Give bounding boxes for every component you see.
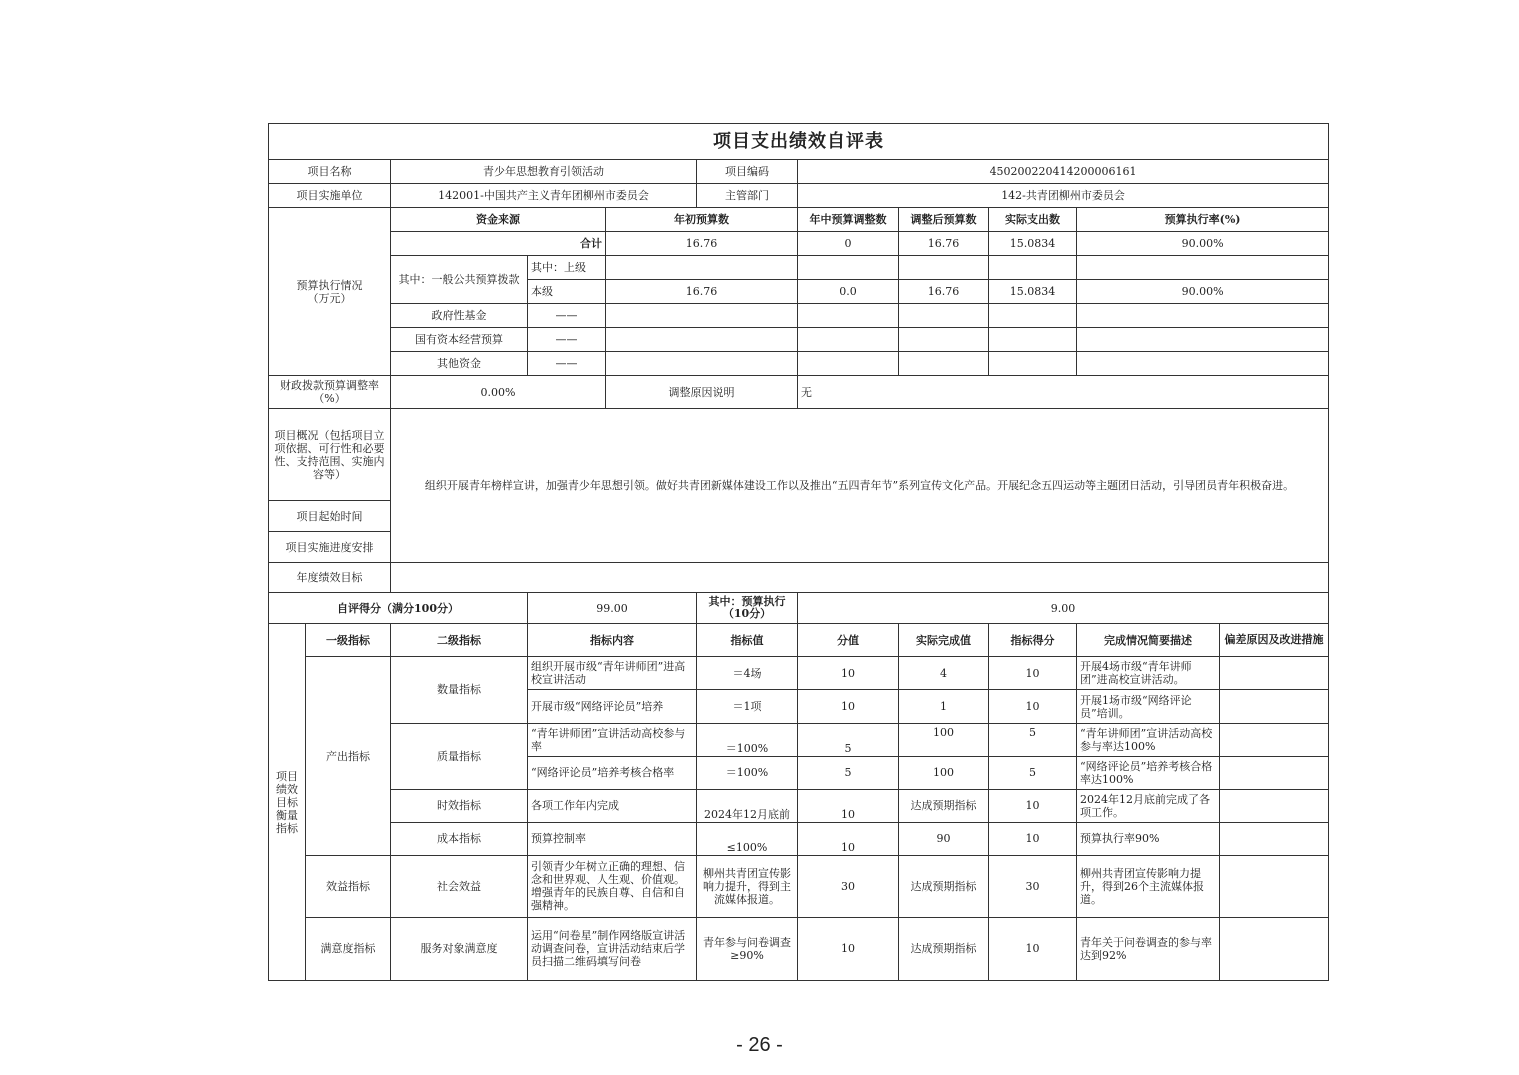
indicator-content: 运用“问卷星”制作网络版宣讲活动调查问卷，宣讲活动结束后学员扫描二维码填写问卷: [528, 917, 697, 980]
other-funds-actual: [989, 352, 1077, 376]
indicator-score: 30: [989, 855, 1077, 917]
gov-fund-midyear: [798, 304, 899, 328]
state-capital-midyear: [798, 328, 899, 352]
indicator-score: 10: [989, 917, 1077, 980]
total-midyear: 0: [798, 232, 899, 256]
header-target: 指标值: [697, 624, 798, 657]
indicator-weight: 10: [798, 822, 899, 855]
group-quantity: 数量指标: [391, 657, 528, 723]
budget-exec-score-value: 9.00: [798, 593, 1329, 624]
header-actual-spending: 实际支出数: [989, 208, 1077, 232]
gov-fund-initial: [606, 304, 798, 328]
header-weight: 分值: [798, 624, 899, 657]
budget-exec-score-label: 其中：预算执行（10分）: [697, 593, 798, 624]
indicator-deviation: [1220, 822, 1329, 855]
indicator-target: 2024年12月底前: [697, 789, 798, 822]
annual-goal-value: [391, 563, 1329, 593]
schedule-label: 项目实施进度安排: [269, 532, 391, 563]
indicator-target: 青年参与问卷调查≥90%: [697, 917, 798, 980]
indicator-weight: 30: [798, 855, 899, 917]
group-output: 产出指标: [306, 657, 391, 855]
page-number: - 26 -: [736, 1034, 783, 1056]
upper-initial: [606, 256, 798, 280]
indicator-score: 10: [989, 822, 1077, 855]
header-level2: 二级指标: [391, 624, 528, 657]
indicator-actual: 1: [899, 690, 989, 723]
group-quality: 质量指标: [391, 723, 528, 789]
indicator-desc: 柳州共青团宣传影响力提升，得到26个主流媒体报道。: [1077, 855, 1220, 917]
indicator-target: ＝1项: [697, 690, 798, 723]
indicator-desc: 2024年12月底前完成了各项工作。: [1077, 789, 1220, 822]
header-deviation: 偏差原因及改进措施: [1220, 624, 1329, 657]
budget-section-label: 预算执行情况 （万元）: [269, 208, 391, 376]
project-code-label: 项目编码: [697, 160, 798, 184]
local-rate: 90.00%: [1077, 280, 1329, 304]
upper-actual: [989, 256, 1077, 280]
indicator-target: ＝100%: [697, 756, 798, 789]
total-actual: 15.0834: [989, 232, 1077, 256]
general-budget-label: 其中：一般公共预算拨款: [391, 256, 528, 304]
indicator-target: ＝100%: [697, 723, 798, 756]
indicator-score: 5: [989, 756, 1077, 789]
group-timeliness: 时效指标: [391, 789, 528, 822]
indicator-target: ≤100%: [697, 822, 798, 855]
header-level1: 一级指标: [306, 624, 391, 657]
project-code: 450200220414200006161: [798, 160, 1329, 184]
other-funds-dash: ——: [528, 352, 606, 376]
self-score-label: 自评得分（满分100分）: [269, 593, 528, 624]
local-adjusted: 16.76: [899, 280, 989, 304]
indicator-actual: 4: [899, 657, 989, 690]
adjust-reason: 无: [798, 376, 1329, 409]
indicator-deviation: [1220, 917, 1329, 980]
indicator-deviation: [1220, 657, 1329, 690]
indicator-content: 各项工作年内完成: [528, 789, 697, 822]
indicator-desc: 开展4场市级“青年讲师团”进高校宣讲活动。: [1077, 657, 1220, 690]
header-initial-budget: 年初预算数: [606, 208, 798, 232]
indicator-section-label: 项目绩效目标衡量指标: [269, 624, 306, 981]
project-name: 青少年思想教育引领活动: [391, 160, 697, 184]
gov-fund-dash: ——: [528, 304, 606, 328]
indicator-desc: 青年关于问卷调查的参与率达到92%: [1077, 917, 1220, 980]
group-service: 服务对象满意度: [391, 917, 528, 980]
form-title: 项目支出绩效自评表: [269, 124, 1329, 160]
indicator-desc: 预算执行率90%: [1077, 822, 1220, 855]
header-fund-source: 资金来源: [391, 208, 606, 232]
indicator-weight: 5: [798, 723, 899, 756]
performance-self-evaluation-table: [268, 123, 1329, 981]
indicator-content: 开展市级“网络评论员”培养: [528, 690, 697, 723]
other-funds-rate: [1077, 352, 1329, 376]
total-rate: 90.00%: [1077, 232, 1329, 256]
indicator-target: 柳州共青团宣传影响力提升，得到主流媒体报道。: [697, 855, 798, 917]
other-funds-adjusted: [899, 352, 989, 376]
header-content: 指标内容: [528, 624, 697, 657]
state-capital-initial: [606, 328, 798, 352]
dept-label: 主管部门: [697, 184, 798, 208]
overview-content: 组织开展青年榜样宣讲，加强青少年思想引领。做好共青团新媒体建设工作以及推出“五四青年节”系列宣传文化产品。开展纪念五四运动等主题团日活动，引导团员青年积极奋进。: [391, 409, 1329, 563]
state-capital-adjusted: [899, 328, 989, 352]
total-initial: 16.76: [606, 232, 798, 256]
indicator-actual: 达成预期指标: [899, 789, 989, 822]
indicator-content: “青年讲师团”宣讲活动高校参与率: [528, 723, 697, 756]
group-cost: 成本指标: [391, 822, 528, 855]
indicator-content: 组织开展市级“青年讲师团”进高校宣讲活动: [528, 657, 697, 690]
adjust-rate: 0.00%: [391, 376, 606, 409]
indicator-content: “网络评论员”培养考核合格率: [528, 756, 697, 789]
gov-fund-actual: [989, 304, 1077, 328]
indicator-weight: 5: [798, 756, 899, 789]
indicator-weight: 10: [798, 917, 899, 980]
indicator-actual: 达成预期指标: [899, 917, 989, 980]
state-capital-actual: [989, 328, 1077, 352]
indicator-desc: 开展1场市级“网络评论员”培训。: [1077, 690, 1220, 723]
indicator-deviation: [1220, 855, 1329, 917]
local-midyear: 0.0: [798, 280, 899, 304]
indicator-desc: “青年讲师团”宣讲活动高校参与率达100%: [1077, 723, 1220, 756]
indicator-content: 预算控制率: [528, 822, 697, 855]
total-adjusted: 16.76: [899, 232, 989, 256]
indicator-deviation: [1220, 723, 1329, 756]
start-time-label: 项目起始时间: [269, 501, 391, 532]
state-capital-dash: ——: [528, 328, 606, 352]
indicator-score: 10: [989, 657, 1077, 690]
local-initial: 16.76: [606, 280, 798, 304]
header-score: 指标得分: [989, 624, 1077, 657]
indicator-deviation: [1220, 789, 1329, 822]
local-actual: 15.0834: [989, 280, 1077, 304]
indicator-deviation: [1220, 690, 1329, 723]
state-capital-label: 国有资本经营预算: [391, 328, 528, 352]
adjust-reason-label: 调整原因说明: [606, 376, 798, 409]
gov-fund-adjusted: [899, 304, 989, 328]
header-desc: 完成情况简要描述: [1077, 624, 1220, 657]
overview-label: 项目概况（包括项目立项依据、可行性和必要性、支持范围、实施内容等）: [269, 409, 391, 501]
indicator-content: 引领青少年树立正确的理想、信念和世界观、人生观、价值观。增强青年的民族自尊、自信和自强精神。: [528, 855, 697, 917]
indicator-weight: 10: [798, 690, 899, 723]
indicator-weight: 10: [798, 657, 899, 690]
indicator-weight: 10: [798, 789, 899, 822]
header-midyear-adjustment: 年中预算调整数: [798, 208, 899, 232]
group-benefit: 效益指标: [306, 855, 391, 917]
project-name-label: 项目名称: [269, 160, 391, 184]
local-level-label: 本级: [528, 280, 606, 304]
total-label: 合计: [391, 232, 606, 256]
upper-rate: [1077, 256, 1329, 280]
gov-fund-label: 政府性基金: [391, 304, 528, 328]
other-funds-midyear: [798, 352, 899, 376]
indicator-score: 10: [989, 690, 1077, 723]
indicator-actual: 90: [899, 822, 989, 855]
indicator-desc: “网络评论员”培养考核合格率达100%: [1077, 756, 1220, 789]
gov-fund-rate: [1077, 304, 1329, 328]
header-actual: 实际完成值: [899, 624, 989, 657]
indicator-deviation: [1220, 756, 1329, 789]
upper-midyear: [798, 256, 899, 280]
unit-label: 项目实施单位: [269, 184, 391, 208]
group-social: 社会效益: [391, 855, 528, 917]
self-score-value: 99.00: [528, 593, 697, 624]
adjust-rate-label: 财政拨款预算调整率 （%）: [269, 376, 391, 409]
other-funds-label: 其他资金: [391, 352, 528, 376]
indicator-actual: 100: [899, 756, 989, 789]
state-capital-rate: [1077, 328, 1329, 352]
upper-adjusted: [899, 256, 989, 280]
group-satisfaction: 满意度指标: [306, 917, 391, 980]
indicator-actual: 100: [899, 723, 989, 756]
indicator-score: 5: [989, 723, 1077, 756]
upper-level-label: 其中：上级: [528, 256, 606, 280]
indicator-actual: 达成预期指标: [899, 855, 989, 917]
header-adjusted-budget: 调整后预算数: [899, 208, 989, 232]
dept-value: 142-共青团柳州市委员会: [798, 184, 1329, 208]
other-funds-initial: [606, 352, 798, 376]
annual-goal-label: 年度绩效目标: [269, 563, 391, 593]
header-execution-rate: 预算执行率(%): [1077, 208, 1329, 232]
indicator-score: 10: [989, 789, 1077, 822]
unit-value: 142001-中国共产主义青年团柳州市委员会: [391, 184, 697, 208]
indicator-target: ＝4场: [697, 657, 798, 690]
